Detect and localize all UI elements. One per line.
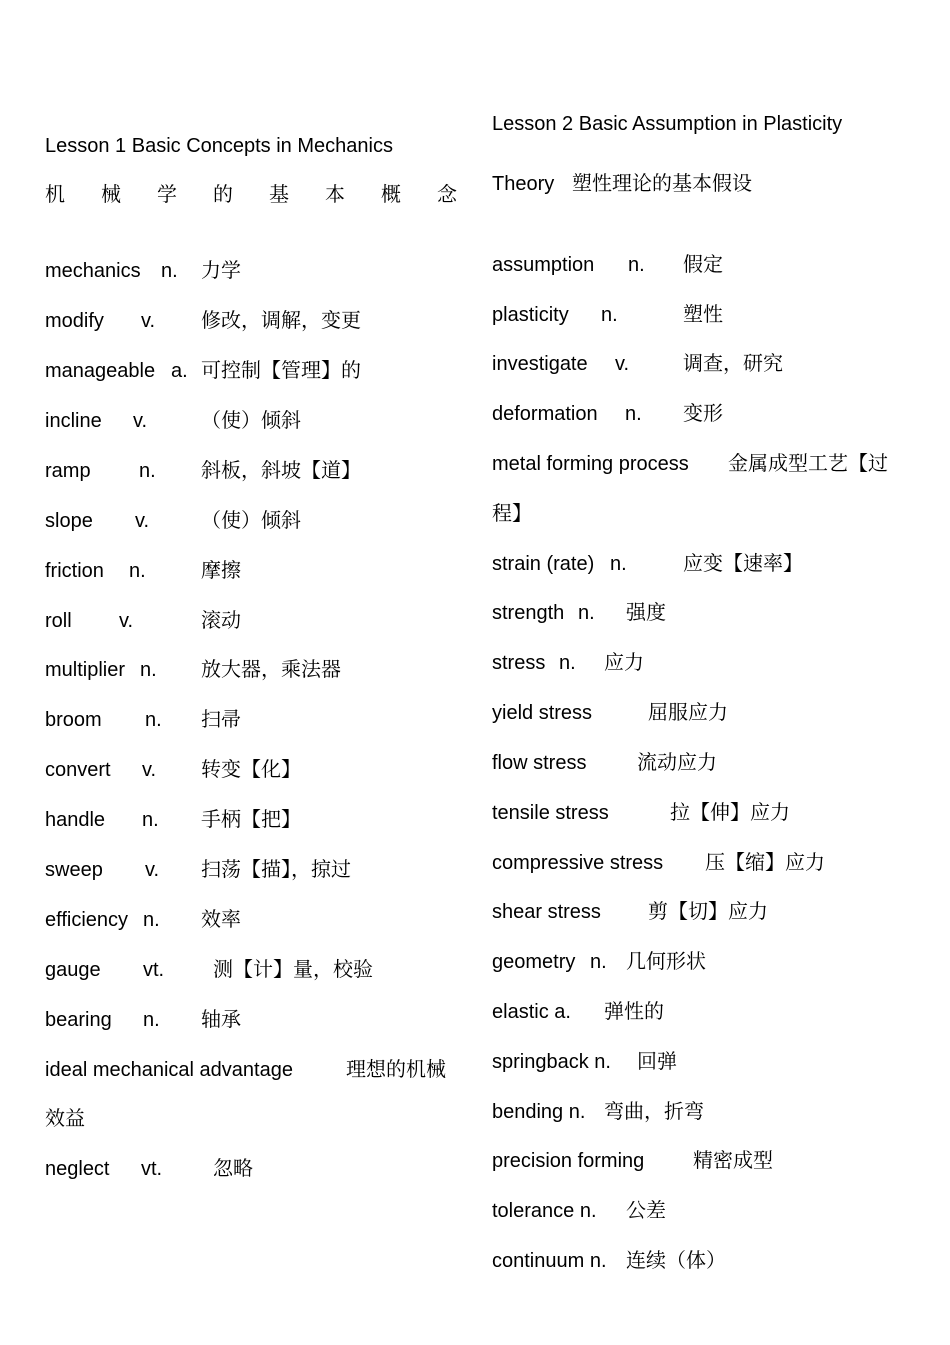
- subtitle-char: 本: [325, 184, 345, 206]
- entry-meaning: 转变【化】: [201, 759, 301, 781]
- entry-meaning: 调查，研究: [683, 353, 783, 375]
- entry-word: bearing: [45, 1009, 112, 1031]
- entry-meaning: 测【计】量，校验: [213, 959, 373, 981]
- entry-meaning: 放大器，乘法器: [201, 659, 341, 681]
- lesson1-title: Lesson 1 Basic Concepts in Mechanics: [45, 135, 393, 157]
- entry-pos: vt.: [143, 959, 165, 981]
- entry-word: tolerance n.: [492, 1200, 597, 1222]
- lesson2-title-line1: Lesson 2 Basic Assumption in Plasticity: [492, 113, 843, 135]
- entry-word: elastic a.: [492, 1001, 571, 1023]
- entry-pos: n.: [161, 260, 178, 282]
- entry-pos: n.: [625, 403, 642, 425]
- entry-word: ideal mechanical advantage: [45, 1059, 293, 1081]
- entry-pos: a.: [171, 360, 188, 382]
- entry-pos: v.: [615, 353, 630, 375]
- entry-word: tensile stress: [492, 802, 609, 824]
- entry-word: shear stress: [492, 901, 601, 923]
- entry-word: slope: [45, 510, 93, 532]
- entry-word: efficiency: [45, 909, 129, 931]
- entry-word: roll: [45, 610, 72, 632]
- entry-word: yield stress: [492, 702, 593, 724]
- entry-word: strength: [492, 602, 565, 624]
- entry-word: flow stress: [492, 752, 587, 774]
- entry-meaning: 流动应力: [637, 752, 717, 774]
- subtitle-char: 基: [269, 184, 289, 206]
- subtitle-char: 念: [437, 184, 457, 206]
- entry-meaning: 斜板，斜坡【道】: [201, 460, 361, 482]
- entry-meaning: 应变【速率】: [683, 553, 803, 575]
- entry-meaning: 忽略: [213, 1158, 253, 1180]
- entry-pos: v.: [145, 859, 160, 881]
- lesson2-title-en: Theory: [492, 173, 555, 195]
- entry-meaning: 弯曲，折弯: [604, 1101, 704, 1123]
- entry-meaning: 摩擦: [201, 560, 241, 582]
- entry-meaning: 精密成型: [693, 1150, 773, 1172]
- entry-meaning: 滚动: [201, 610, 241, 632]
- entry-word: handle: [45, 809, 106, 831]
- entry-word: investigate: [492, 353, 588, 375]
- entry-pos: n.: [129, 560, 146, 582]
- entry-word: friction: [45, 560, 104, 582]
- entry-meaning: （使）倾斜: [201, 410, 301, 432]
- entry-meaning: 强度: [626, 602, 666, 624]
- entry-pos: vt.: [141, 1158, 163, 1180]
- entry-word: neglect: [45, 1158, 110, 1180]
- entry-meaning: 应力: [604, 652, 644, 674]
- entry-meaning: 塑性: [683, 304, 723, 326]
- entry-word: convert: [45, 759, 111, 781]
- entry-meaning: （使）倾斜: [201, 510, 301, 532]
- entry-word: continuum n.: [492, 1250, 607, 1272]
- entry-word: sweep: [45, 859, 103, 881]
- entry-meaning: 弹性的: [604, 1001, 664, 1023]
- entry-word: assumption: [492, 254, 595, 276]
- entry-pos: v.: [133, 410, 148, 432]
- entry-word: gauge: [45, 959, 101, 981]
- entry-pos: n.: [143, 1009, 160, 1031]
- entry-meaning: 力学: [201, 260, 241, 282]
- entry-meaning: 修改，调解，变更: [201, 310, 361, 332]
- entry-word: ramp: [45, 460, 91, 482]
- entry-pos: n.: [628, 254, 645, 276]
- entry-meaning: 手柄【把】: [201, 809, 301, 831]
- entry-word: geometry: [492, 951, 576, 973]
- entry-pos: n.: [140, 659, 157, 681]
- entry-word: precision forming: [492, 1150, 645, 1172]
- entry-word: multiplier: [45, 659, 126, 681]
- entry-word: metal forming process: [492, 453, 689, 475]
- entry-pos: n.: [139, 460, 156, 482]
- entry-continuation: 程】: [492, 503, 532, 525]
- entry-meaning: 可控制【管理】的: [201, 360, 361, 382]
- entry-meaning: 假定: [683, 254, 723, 276]
- entry-pos: n.: [601, 304, 618, 326]
- entry-meaning: 变形: [683, 403, 723, 425]
- entry-pos: n.: [578, 602, 595, 624]
- entry-meaning: 几何形状: [626, 951, 706, 973]
- entry-word: modify: [45, 310, 104, 332]
- entry-pos: v.: [141, 310, 156, 332]
- entry-word: strain (rate): [492, 553, 595, 575]
- entry-meaning: 理想的机械: [346, 1059, 446, 1081]
- subtitle-char: 概: [381, 184, 401, 206]
- entry-pos: n.: [145, 709, 162, 731]
- entry-pos: n.: [143, 909, 160, 931]
- entry-meaning: 扫帚: [201, 709, 241, 731]
- entry-meaning: 剪【切】应力: [648, 901, 768, 923]
- subtitle-char: 的: [213, 184, 233, 206]
- entry-meaning: 公差: [626, 1200, 666, 1222]
- entry-word: bending n.: [492, 1101, 586, 1123]
- entry-meaning: 压【缩】应力: [705, 852, 825, 874]
- lesson2-title-cn: 塑性理论的基本假设: [572, 173, 752, 195]
- subtitle-char: 机: [45, 184, 65, 206]
- entry-word: incline: [45, 410, 102, 432]
- entry-pos: n.: [142, 809, 159, 831]
- entry-word: plasticity: [492, 304, 569, 326]
- entry-meaning: 轴承: [201, 1009, 241, 1031]
- entry-word: stress: [492, 652, 546, 674]
- lesson1-subtitle: [45, 183, 457, 207]
- entry-pos: n.: [590, 951, 607, 973]
- entry-meaning: 效率: [201, 909, 241, 931]
- entry-word: springback n.: [492, 1051, 611, 1073]
- entry-meaning: 回弹: [637, 1051, 677, 1073]
- entry-word: compressive stress: [492, 852, 664, 874]
- entry-word: deformation: [492, 403, 598, 425]
- entry-meaning: 扫荡【描】，掠过: [201, 859, 351, 881]
- entry-pos: v.: [142, 759, 157, 781]
- entry-continuation: 效益: [45, 1108, 85, 1130]
- subtitle-char: 械: [101, 184, 121, 206]
- entry-word: broom: [45, 709, 102, 731]
- entry-meaning: 拉【伸】应力: [670, 802, 790, 824]
- entry-pos: v.: [135, 510, 150, 532]
- entry-meaning: 连续（体）: [626, 1250, 726, 1272]
- entry-pos: n.: [610, 553, 627, 575]
- entry-pos: v.: [119, 610, 134, 632]
- entry-word: mechanics: [45, 260, 141, 282]
- entry-meaning: 屈服应力: [648, 702, 728, 724]
- entry-meaning: 金属成型工艺【过: [728, 453, 888, 475]
- subtitle-char: 学: [157, 184, 177, 206]
- entry-pos: n.: [559, 652, 576, 674]
- entry-word: manageable: [45, 360, 156, 382]
